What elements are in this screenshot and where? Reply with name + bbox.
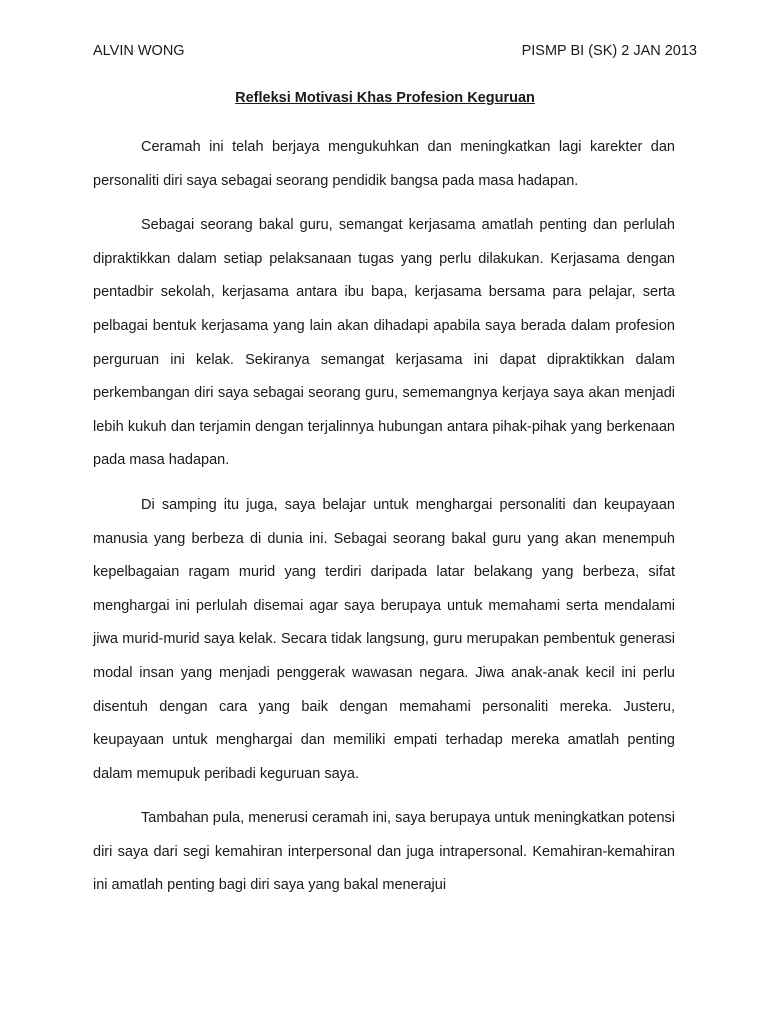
header-author: ALVIN WONG bbox=[93, 43, 185, 59]
paragraph: Di samping itu juga, saya belajar untuk menghargai personaliti dan keupayaan manusia yang berbeza di dunia ini. Sebagai seorang bakal guru yang akan menempuh kepelbagaian ragam murid yang terdiri daripada latar belakang yang berbeza, sifat menghargai ini perlulah disemai agar saya berupaya untuk memahami serta mendalami jiwa murid-murid saya kelak. Secara tidak langsung, guru merupakan pembentuk generasi modal insan yang menjadi penggerak wawasan negara. Jiwa anak-anak kecil ini perlu disentuh dengan cara yang baik dengan memahami personaliti mereka. Justeru, keupayaan untuk menghargai dan memiliki empati terhadap mereka amatlah penting dalam memupuk peribadi keguruan saya. bbox=[93, 496, 675, 782]
page-header bbox=[93, 42, 697, 60]
paragraph: Tambahan pula, menerusi ceramah ini, saya berupaya untuk meningkatkan potensi diri saya dari segi kemahiran interpersonal dan juga intrapersonal. Kemahiran-kemahiran ini amatlah penting bagi diri saya yang bakal menerajui bbox=[93, 810, 675, 894]
header-course: PISMP BI (SK) 2 JAN 2013 bbox=[521, 43, 697, 59]
document-body bbox=[93, 131, 675, 903]
paragraph: Sebagai seorang bakal guru, semangat kerjasama amatlah penting dan perlulah dipraktikkan dalam setiap pelaksanaan tugas yang perlu dilakukan. Kerjasama dengan pentadbir sekolah, kerjasama antara ibu bapa, kerjasama bersama para pelajar, serta pelbagai bentuk kerjasama yang lain akan dihadapi apabila saya berada dalam profesion perguruan ini kelak. Sekiranya semangat kerjasama ini dapat dipraktikkan dalam perkembangan diri saya sebagai seorang guru, sememangnya kerjaya saya akan menjadi lebih kukuh dan terjamin dengan terjalinnya hubungan antara pihak-pihak yang berkenaan pada masa hadapan. bbox=[93, 217, 675, 469]
document-title: Refleksi Motivasi Khas Profesion Keguruan bbox=[235, 90, 535, 106]
paragraph: Ceramah ini telah berjaya mengukuhkan dan meningkatkan lagi karekter dan personaliti diri saya sebagai seorang pendidik bangsa pada masa hadapan. bbox=[93, 139, 675, 189]
